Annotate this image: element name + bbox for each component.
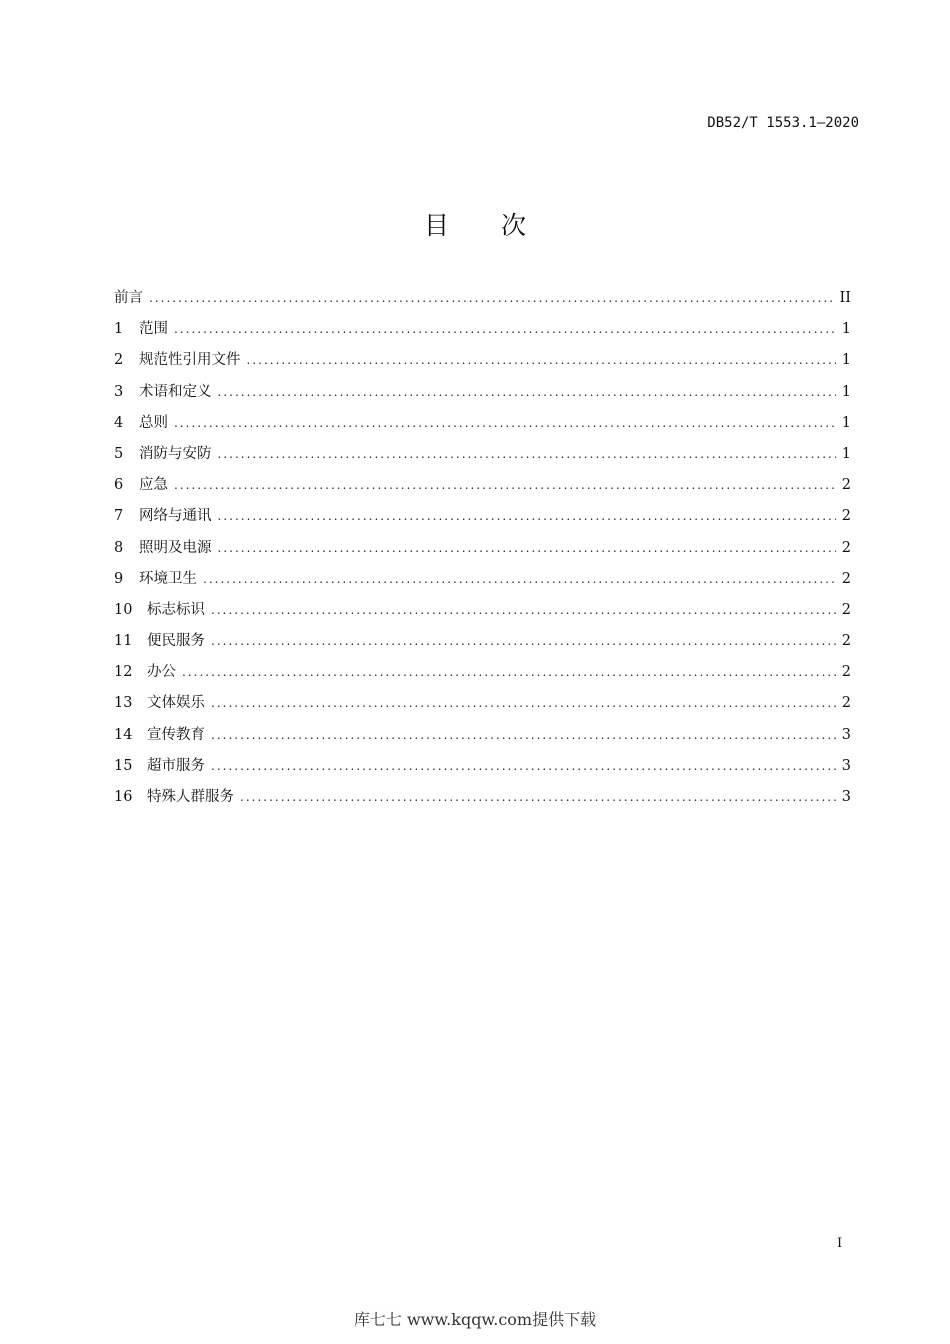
toc-entry-number: 12 — [114, 664, 133, 681]
page-title — [0, 206, 950, 242]
toc-entry-number: 6 — [114, 477, 124, 494]
toc-entry[interactable] — [114, 536, 851, 567]
toc-entry-label: 办公 — [147, 664, 176, 681]
dot-leader — [218, 509, 836, 523]
toc-entry[interactable] — [114, 785, 851, 816]
toc-entry-page: 2 — [841, 570, 851, 587]
toc-entry-page: 2 — [841, 664, 851, 681]
toc-entry-label: 标志标识 — [147, 601, 205, 618]
toc-entry[interactable] — [114, 629, 851, 660]
footer-watermark: 库七七 www.kqqw.com提供下载 — [353, 1310, 597, 1329]
toc-entry-page: 2 — [841, 508, 851, 525]
toc-entry-label: 规范性引用文件 — [139, 352, 241, 369]
toc-entry-number: 16 — [114, 789, 133, 805]
page-number: I — [837, 1236, 843, 1251]
dot-leader — [174, 322, 836, 336]
toc-entry-page: II — [839, 290, 851, 306]
toc-entry-page: 2 — [841, 477, 851, 494]
toc-entry-number: 15 — [114, 757, 133, 774]
toc-entry[interactable] — [114, 286, 851, 317]
dot-leader — [182, 665, 836, 679]
toc-entry-page: 1 — [841, 414, 851, 431]
toc-entry-label: 超市服务 — [147, 757, 205, 774]
toc-entry-number: 1 — [114, 321, 124, 338]
toc-entry-page: 1 — [841, 352, 851, 369]
dot-leader — [211, 603, 836, 617]
toc-entry-label: 文体娱乐 — [147, 695, 205, 712]
toc-entry-number: 14 — [114, 726, 133, 743]
dot-leader — [211, 728, 836, 742]
toc-entry-label: 应急 — [139, 477, 168, 494]
toc-entry-label: 前言 — [114, 290, 143, 306]
toc-entry[interactable] — [114, 691, 851, 722]
toc-entry-number: 9 — [114, 570, 124, 587]
toc-entry-page: 2 — [841, 633, 851, 650]
toc-entry-number: 5 — [114, 445, 124, 462]
dot-leader — [218, 385, 836, 399]
toc-entry[interactable] — [114, 348, 851, 379]
dot-leader — [203, 572, 836, 586]
dot-leader — [211, 759, 836, 773]
toc-entry-label: 术语和定义 — [139, 383, 212, 400]
toc-entry-number: 4 — [114, 414, 124, 431]
dot-leader — [218, 447, 836, 461]
toc-entry[interactable] — [114, 317, 851, 348]
dot-leader — [218, 541, 836, 555]
dot-leader — [174, 416, 836, 430]
toc-entry[interactable] — [114, 442, 851, 473]
toc-entry[interactable] — [114, 723, 851, 754]
toc-entry-number: 7 — [114, 508, 124, 525]
toc-entry-label: 环境卫生 — [139, 570, 197, 587]
toc-entry[interactable] — [114, 660, 851, 691]
toc-entry[interactable] — [114, 754, 851, 785]
toc-entry-label: 便民服务 — [147, 633, 205, 650]
toc-entry-page: 1 — [841, 383, 851, 400]
toc-entry[interactable] — [114, 473, 851, 504]
toc-entry-page: 2 — [841, 695, 851, 712]
toc-entry-page: 3 — [841, 726, 851, 743]
toc-entry-label: 宣传教育 — [147, 726, 205, 743]
document-code: DB52/T 1553.1—2020 — [707, 115, 859, 131]
toc-entry-number: 3 — [114, 383, 124, 400]
title-char-1: 目 — [423, 211, 449, 240]
dot-leader — [211, 634, 836, 648]
dot-leader — [247, 353, 836, 367]
toc-entry-page: 2 — [841, 601, 851, 618]
toc-entry-label: 总则 — [139, 414, 168, 431]
toc-entry-label: 特殊人群服务 — [147, 789, 234, 805]
toc-entry-page: 2 — [841, 539, 851, 556]
toc-entry[interactable] — [114, 504, 851, 535]
toc-entry-page: 3 — [841, 789, 851, 805]
toc-entry-page: 1 — [841, 321, 851, 338]
toc-entry[interactable] — [114, 598, 851, 629]
dot-leader — [174, 478, 836, 492]
title-char-2: 次 — [501, 211, 527, 240]
dot-leader — [149, 291, 834, 305]
toc-entry-label: 网络与通讯 — [139, 508, 212, 525]
dot-leader — [240, 790, 836, 804]
table-of-contents — [114, 286, 851, 816]
toc-entry[interactable] — [114, 411, 851, 442]
toc-entry-number: 2 — [114, 352, 124, 369]
toc-entry[interactable] — [114, 567, 851, 598]
dot-leader — [211, 696, 836, 710]
toc-entry-number: 13 — [114, 695, 133, 712]
toc-entry-label: 范围 — [139, 321, 168, 338]
toc-entry-page: 3 — [841, 757, 851, 774]
toc-entry-number: 10 — [114, 601, 133, 618]
toc-entry-label: 照明及电源 — [139, 539, 212, 556]
toc-entry-number: 11 — [114, 633, 133, 650]
toc-entry-number: 8 — [114, 539, 124, 556]
toc-entry[interactable] — [114, 380, 851, 411]
toc-entry-label: 消防与安防 — [139, 445, 212, 462]
toc-entry-page: 1 — [841, 445, 851, 462]
